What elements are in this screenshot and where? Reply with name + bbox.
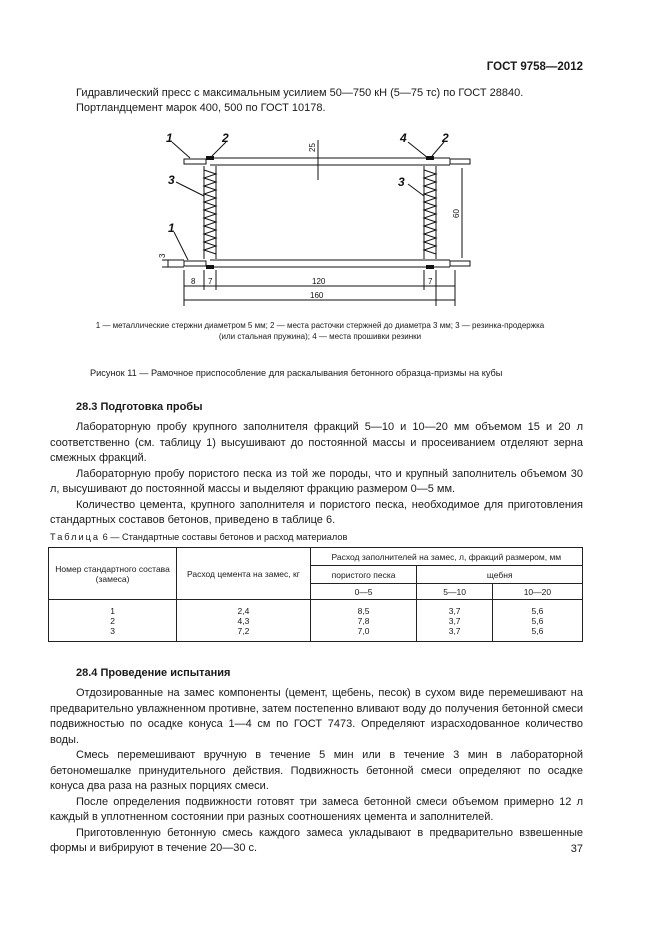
table-6 xyxy=(48,547,583,642)
section-28-3-body xyxy=(50,420,583,529)
header-gravel: щебня xyxy=(417,566,583,584)
cell-sand-values: 8,5 7,8 7,0 xyxy=(310,600,417,642)
figure-11-drawing xyxy=(160,128,480,308)
intro-line: Гидравлический пресс с максимальным усилием 50—750 кН (5—75 тс) по ГОСТ 28840. xyxy=(76,87,524,99)
section-28-4-body xyxy=(50,686,583,857)
callout-1-bottom: 1 xyxy=(168,221,175,235)
dim-160: 160 xyxy=(310,291,324,300)
cell-gravel-5-10-values: 3,7 3,7 3,7 xyxy=(417,600,492,642)
callout-1-top: 1 xyxy=(166,131,173,145)
header-fraction-10-20: 10—20 xyxy=(492,584,582,600)
paragraph: Лабораторную пробу крупного заполнителя фракций 5—10 и 10—20 мм объемом 15 и 20 л соответственно (см. таблицу 1) высушивают до постоянной массы и просеиванием отделяют зерна смежных фракций. xyxy=(50,421,583,464)
intro-line: Портландцемент марок 400, 500 по ГОСТ 10178. xyxy=(76,102,326,114)
header-porous-sand: пористого песка xyxy=(310,566,417,584)
callout-3-left: 3 xyxy=(168,173,175,187)
figure-caption: Рисунок 11 — Рамочное приспособление для раскалывания бетонного образца-призмы на кубы xyxy=(90,368,503,378)
paragraph: После определения подвижности готовят три замеса бетонной смеси объемом примерно 12 л каждый в уплотненном состоянии при разных соотношениях цемента и заполнителей. xyxy=(50,795,583,823)
intro-text xyxy=(76,86,523,116)
dim-25: 25 xyxy=(308,143,317,152)
table-6-caption xyxy=(50,532,347,542)
paragraph: Отдозированные на замес компоненты (цемент, щебень, песок) в сухом виде перемешивают на предварительно увлажненном противне, затем постепенно вливают воду до получения бетонной смеси подвижностью по осадке конуса 1—4 см по ГОСТ 7473. Определяют израсходованное количество воды. xyxy=(50,687,583,746)
paragraph: Приготовленную бетонную смесь каждого замеса укладывают в предварительно взвешенные формы и вибрируют в течение 20—30 с. xyxy=(50,826,583,854)
callout-4: 4 xyxy=(400,131,407,145)
header-fraction-0-5: 0—5 xyxy=(310,584,417,600)
header-aggregates: Расход заполнителей на замес, л, фракций размером, мм xyxy=(310,548,582,566)
paragraph: Количество цемента, крупного заполнителя и пористого песка, необходимое для приготовления стандартных составов бетонов, приведено в таблице 6. xyxy=(50,498,583,526)
figure-legend xyxy=(60,320,580,342)
dim-7-right: 7 xyxy=(428,277,433,286)
dim-3: 3 xyxy=(158,253,167,258)
standard-number: ГОСТ 9758—2012 xyxy=(486,61,583,73)
paragraph: Смесь перемешивают вручную в течение 5 мин или в течение 3 мин в лабораторной бетономешалке принудительного действия. Подвижность бетонной смеси определяют по осадке конуса два раза на разных порциях смеси. xyxy=(50,749,583,792)
cell-cement-values: 2,4 4,3 7,2 xyxy=(177,600,311,642)
header-mix-number: Номер стандартного состава (замеса) xyxy=(49,548,177,600)
callout-2-top-right: 2 xyxy=(442,131,449,145)
legend-line: 1 — металлические стержни диаметром 5 мм; 2 — места расточки стержней до диаметра 3 мм; 3 — резинка-продержка xyxy=(95,321,545,330)
table-caption-word: Таблица xyxy=(50,532,101,542)
paragraph: Лабораторную пробу пористого песка из той же породы, что и крупный заполнитель объемом 30 л, высушивают до постоянной массы и выделяют фракцию размером 0—5 мм. xyxy=(50,467,583,495)
header-cement: Расход цемента на замес, кг xyxy=(177,548,311,600)
page-number: 37 xyxy=(570,843,583,855)
cell-gravel-10-20-values: 5,6 5,6 5,6 xyxy=(492,600,582,642)
cell-mix-numbers: 1 2 3 xyxy=(49,600,177,642)
dim-7-left: 7 xyxy=(208,277,213,286)
table-caption-text: 6 — Стандартные составы бетонов и расход материалов xyxy=(100,532,348,542)
dim-60: 60 xyxy=(452,209,461,218)
section-28-3-title: 28.3 Подготовка пробы xyxy=(76,401,203,413)
legend-line: (или стальная пружина); 4 — места прошивки резинки xyxy=(218,332,422,341)
callout-3-right: 3 xyxy=(398,175,405,189)
header-fraction-5-10: 5—10 xyxy=(417,584,492,600)
dim-120: 120 xyxy=(312,277,326,286)
callout-2-top-left: 2 xyxy=(222,131,229,145)
section-28-4-title: 28.4 Проведение испытания xyxy=(76,667,231,679)
dim-8: 8 xyxy=(191,277,196,286)
